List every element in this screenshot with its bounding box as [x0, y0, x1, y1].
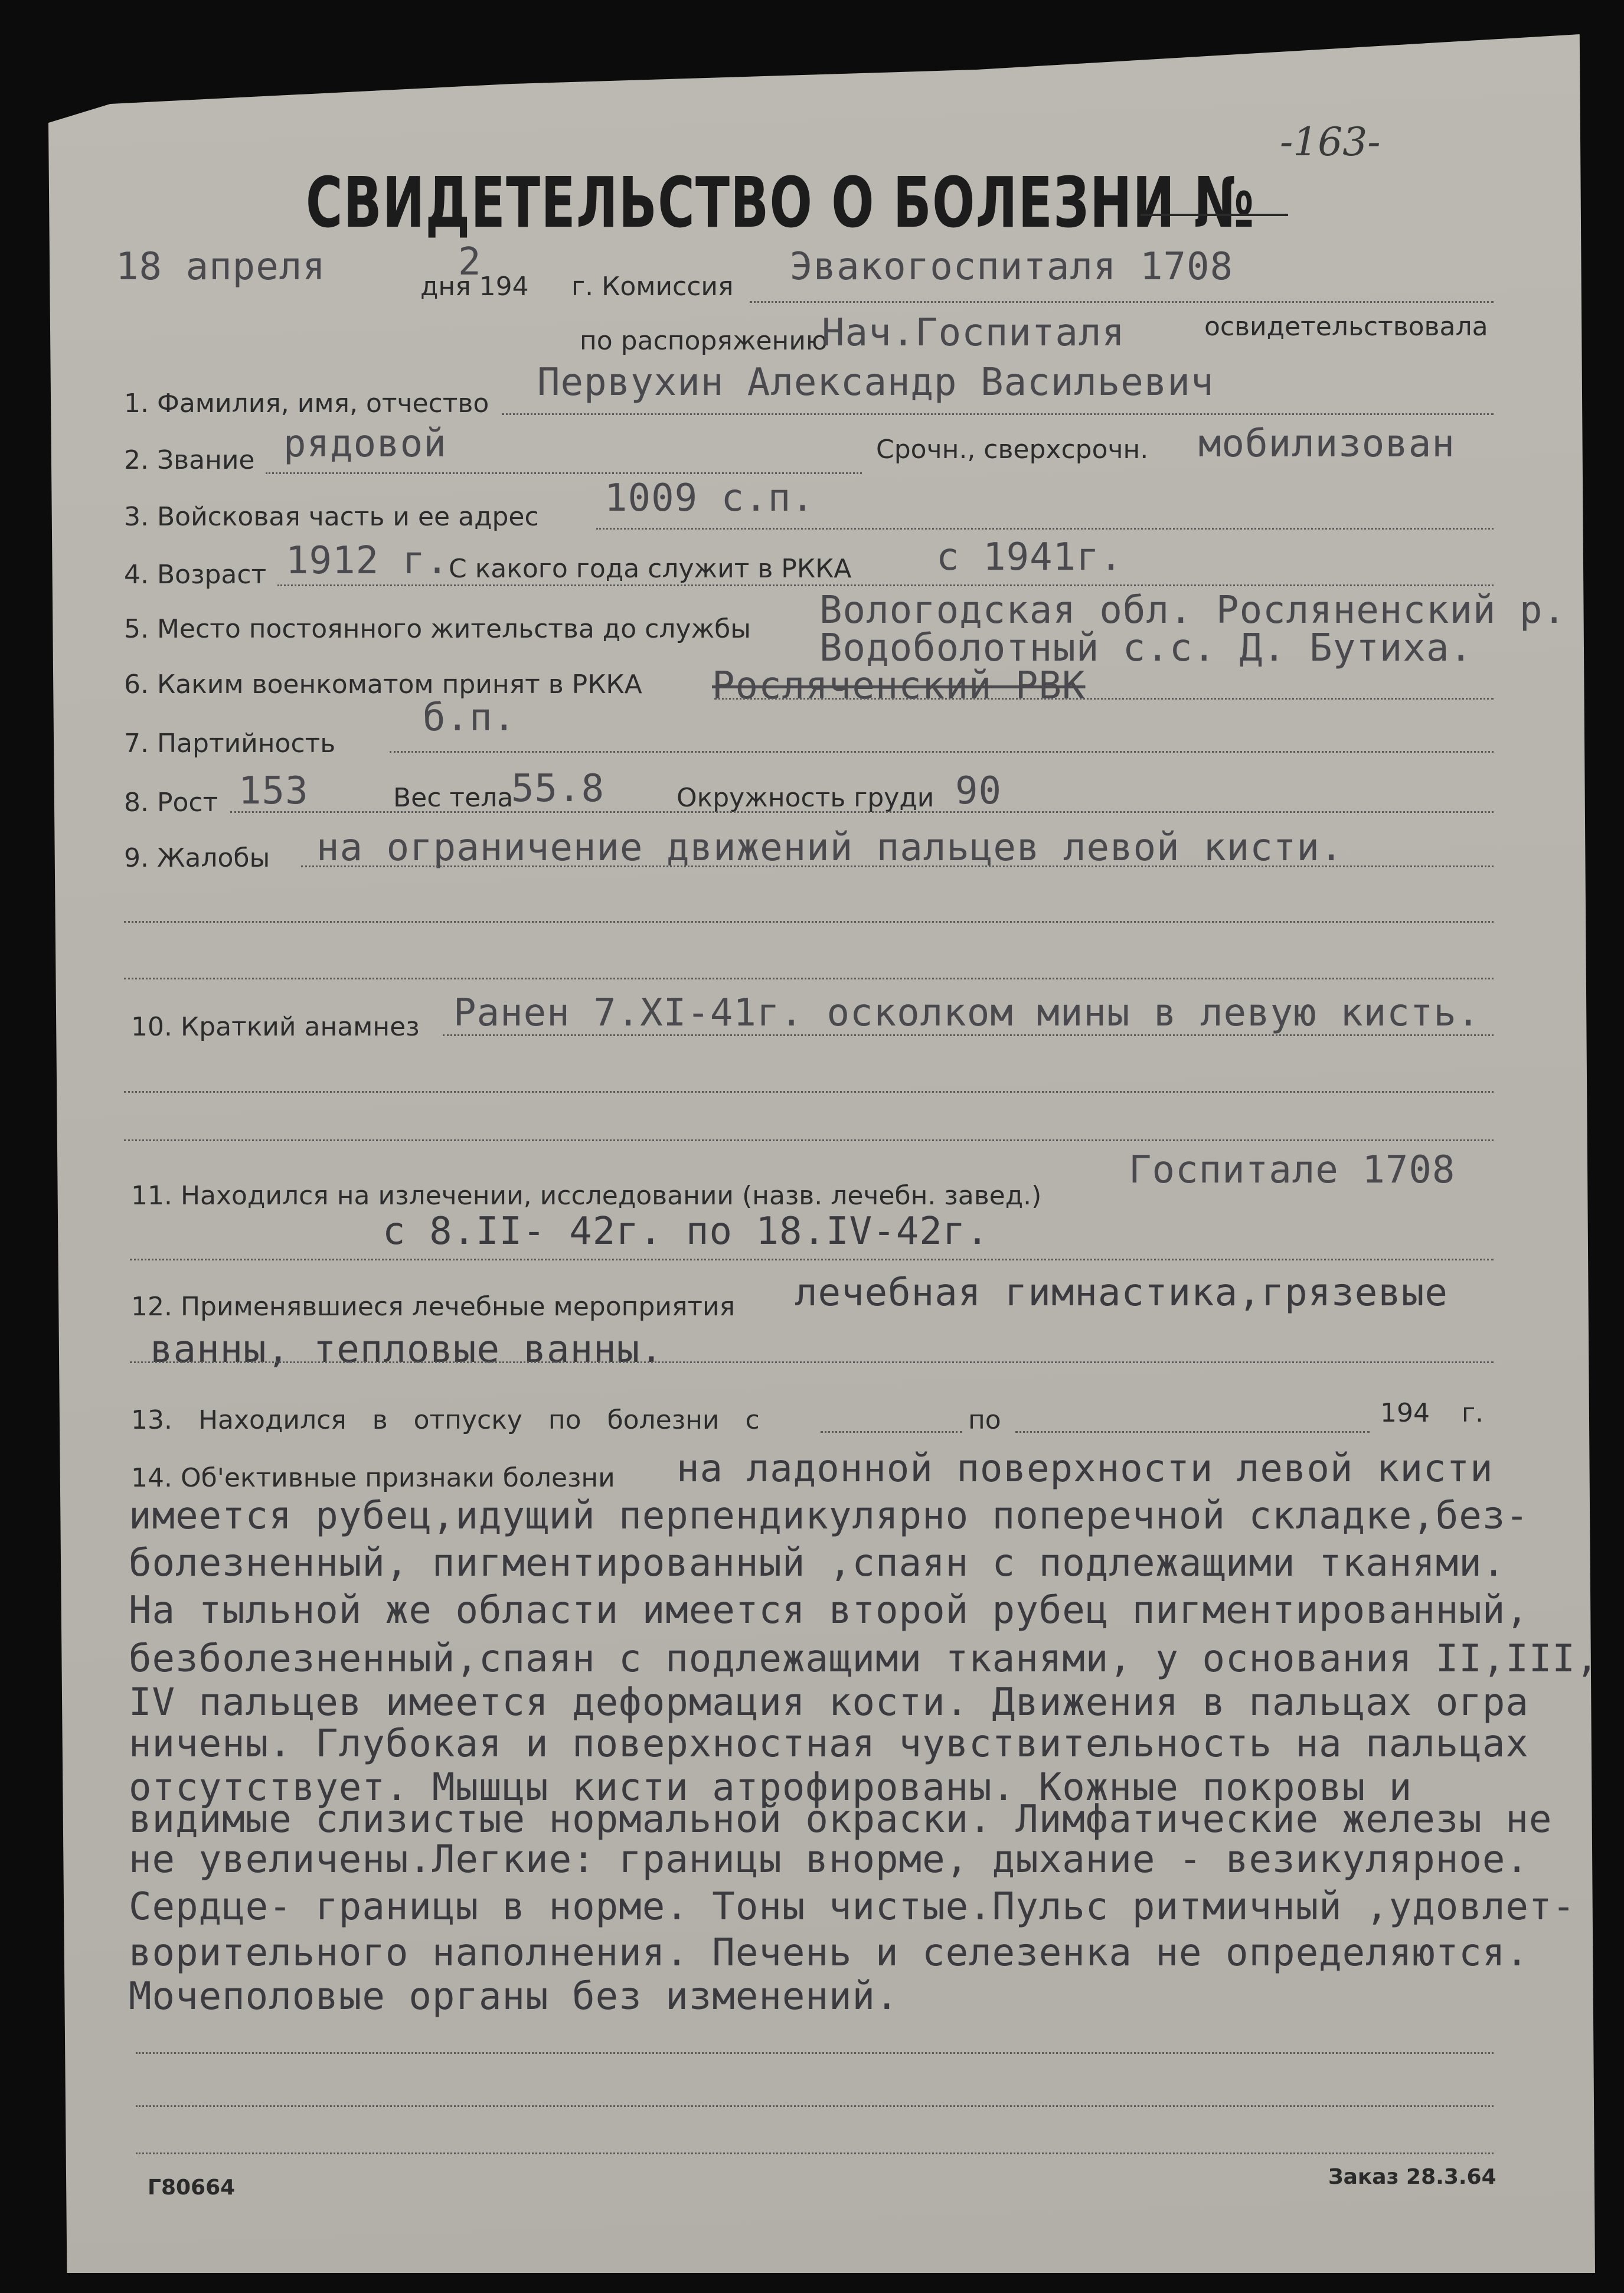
- field-13-label3: 194 г.: [1380, 1398, 1484, 1428]
- objective-line: IV пальцев имеется деформация кости. Движения в пальцах огра: [129, 1681, 1529, 1724]
- form-code: Г80664: [148, 2176, 236, 2200]
- objective-line: болезненный, пигментированный ,спаян с подлежащими тканями.: [129, 1541, 1506, 1585]
- objective-line: не увеличены.Легкие: границы внорме, дыхание - везикулярное.: [129, 1838, 1529, 1882]
- field-9-line: [301, 865, 1494, 867]
- date-day: 18 апреля: [116, 245, 326, 289]
- objective-line: ничены. Глубокая и поверхностная чувствительность на пальцах: [129, 1722, 1529, 1766]
- field-14-value: на ладонной поверхности левой кисти: [677, 1447, 1494, 1491]
- field-10-extra-line-1: [124, 1091, 1494, 1093]
- field-10-line: [443, 1034, 1494, 1036]
- field-12-label: 12. Применявшиеся лечебные мероприятия: [131, 1292, 736, 1322]
- field-5-value-line2: Водоболотный с.с. Д. Бутиха.: [819, 626, 1473, 670]
- field-14-label: 14. Об'ективные признаки болезни: [131, 1463, 615, 1493]
- field-8-label: 8. Рост: [124, 788, 218, 818]
- field-1-line: [502, 413, 1494, 415]
- field-11-label: 11. Находился на излечении, исследовании (назв. лечебн. завед.): [131, 1181, 1042, 1211]
- field-4-value2: с 1941г.: [936, 535, 1123, 579]
- field-13-to-line: [1015, 1431, 1370, 1433]
- blank-line: [136, 2052, 1494, 2054]
- field-10-value: Ранен 7.XI-41г. осколком мины в левую кисть.: [453, 991, 1481, 1035]
- word-day: дня 194: [420, 272, 529, 302]
- commission-value: Эвакогоспиталя 1708: [790, 245, 1234, 289]
- by-order-label: по распоряжению: [580, 326, 828, 356]
- field-5-label: 5. Место постоянного жительства до службы: [124, 614, 751, 644]
- field-8-label3: Окружность груди: [677, 783, 934, 813]
- field-12-value: лечебная гимнастика,грязевые: [795, 1271, 1448, 1315]
- examined-label: освидетельствовала: [1204, 312, 1488, 342]
- field-10-label: 10. Краткий анамнез: [131, 1012, 420, 1042]
- field-7-value: б.п.: [423, 696, 517, 740]
- field-2-line: [266, 472, 862, 474]
- field-3-line: [596, 528, 1494, 530]
- field-7-line: [390, 751, 1494, 753]
- field-9-extra-line-2: [124, 978, 1494, 979]
- field-4-label: 4. Возраст: [124, 560, 267, 590]
- field-4-value: 1912 г.: [286, 539, 449, 583]
- field-2-label2: Срочн., сверхсрочн.: [876, 435, 1149, 465]
- page-title: СВИДЕТЕЛЬСТВО О БОЛЕЗНИ №: [306, 162, 1255, 243]
- field-8-value3: 90: [955, 769, 1002, 813]
- order-info: Заказ 28.3.64: [1328, 2165, 1496, 2189]
- field-4-label2: С какого года служит в РККА: [449, 554, 852, 584]
- field-3-value: 1009 с.п.: [604, 476, 815, 520]
- commission-line: [750, 301, 1494, 303]
- field-6-line: [714, 698, 1494, 700]
- archive-number: -163-: [1280, 119, 1381, 165]
- field-8-line: [230, 811, 1494, 813]
- field-2-value2: мобилизован: [1198, 422, 1455, 466]
- field-8-label2: Вес тела: [393, 783, 514, 813]
- blank-line: [136, 2105, 1494, 2107]
- field-1-label: 1. Фамилия, имя, отчество: [124, 388, 489, 419]
- word-commission: г. Комиссия: [571, 272, 734, 302]
- field-6-label: 6. Каким военкоматом принят в РККА: [124, 669, 642, 700]
- objective-line: безболезненный,спаян с подлежащими тканями, у основания II,III,: [129, 1637, 1599, 1681]
- field-9-value: на ограничение движений пальцев левой кисти.: [316, 826, 1344, 870]
- objective-line: На тыльной же области имеется второй рубец пигментированный,: [129, 1589, 1529, 1632]
- field-9-extra-line-1: [124, 921, 1494, 923]
- field-4-line: [277, 584, 1494, 586]
- field-6-value: Росляченский РВК: [712, 664, 1086, 708]
- objective-line: видимые слизистые нормальной окраски. Лимфатические железы не: [129, 1798, 1553, 1841]
- field-8-value: 153: [238, 769, 309, 813]
- field-5-value: Вологодская обл. Росляненский р.: [819, 589, 1566, 632]
- objective-line: Сердце- границы в норме. Тоны чистые.Пульс ритмичный ,удовлет-: [129, 1885, 1576, 1929]
- field-9-label: 9. Жалобы: [124, 843, 270, 873]
- field-8-value2: 55.8: [511, 767, 605, 811]
- field-10-extra-line-2: [124, 1139, 1494, 1141]
- field-13-from-line: [821, 1431, 962, 1433]
- field-12-value-line2: ванны, тепловые ванны.: [150, 1328, 664, 1371]
- field-11-value: Госпитале 1708: [1129, 1148, 1456, 1192]
- year-digit: 2: [458, 240, 482, 284]
- field-13-label: 13. Находился в отпуску по болезни с: [131, 1405, 760, 1435]
- field-2-label: 2. Звание: [124, 445, 255, 475]
- field-7-label: 7. Партийность: [124, 729, 336, 759]
- field-11-line: [130, 1259, 1494, 1260]
- field-3-label: 3. Войсковая часть и ее адрес: [124, 502, 539, 532]
- title-number-line: [1141, 214, 1288, 216]
- field-12-line: [130, 1361, 1494, 1363]
- field-1-value: Первухин Александр Васильевич: [537, 361, 1214, 404]
- by-order-value: Нач.Госпиталя: [822, 311, 1125, 355]
- field-13-label2: по: [968, 1405, 1001, 1435]
- field-11-value-line2: с 8.II- 42г. по 18.IV-42г.: [383, 1210, 989, 1253]
- objective-line: имеется рубец,идущий перпендикулярно поперечной складке,без-: [129, 1494, 1529, 1538]
- objective-line: ворительного наполнения. Печень и селезенка не определяются.: [129, 1931, 1529, 1975]
- objective-line: отсутствует. Мышцы кисти атрофированы. Кожные покровы и: [129, 1766, 1413, 1809]
- blank-line: [136, 2152, 1494, 2154]
- field-2-value: рядовой: [283, 422, 447, 466]
- objective-line: Мочеполовые органы без изменений.: [129, 1975, 899, 2018]
